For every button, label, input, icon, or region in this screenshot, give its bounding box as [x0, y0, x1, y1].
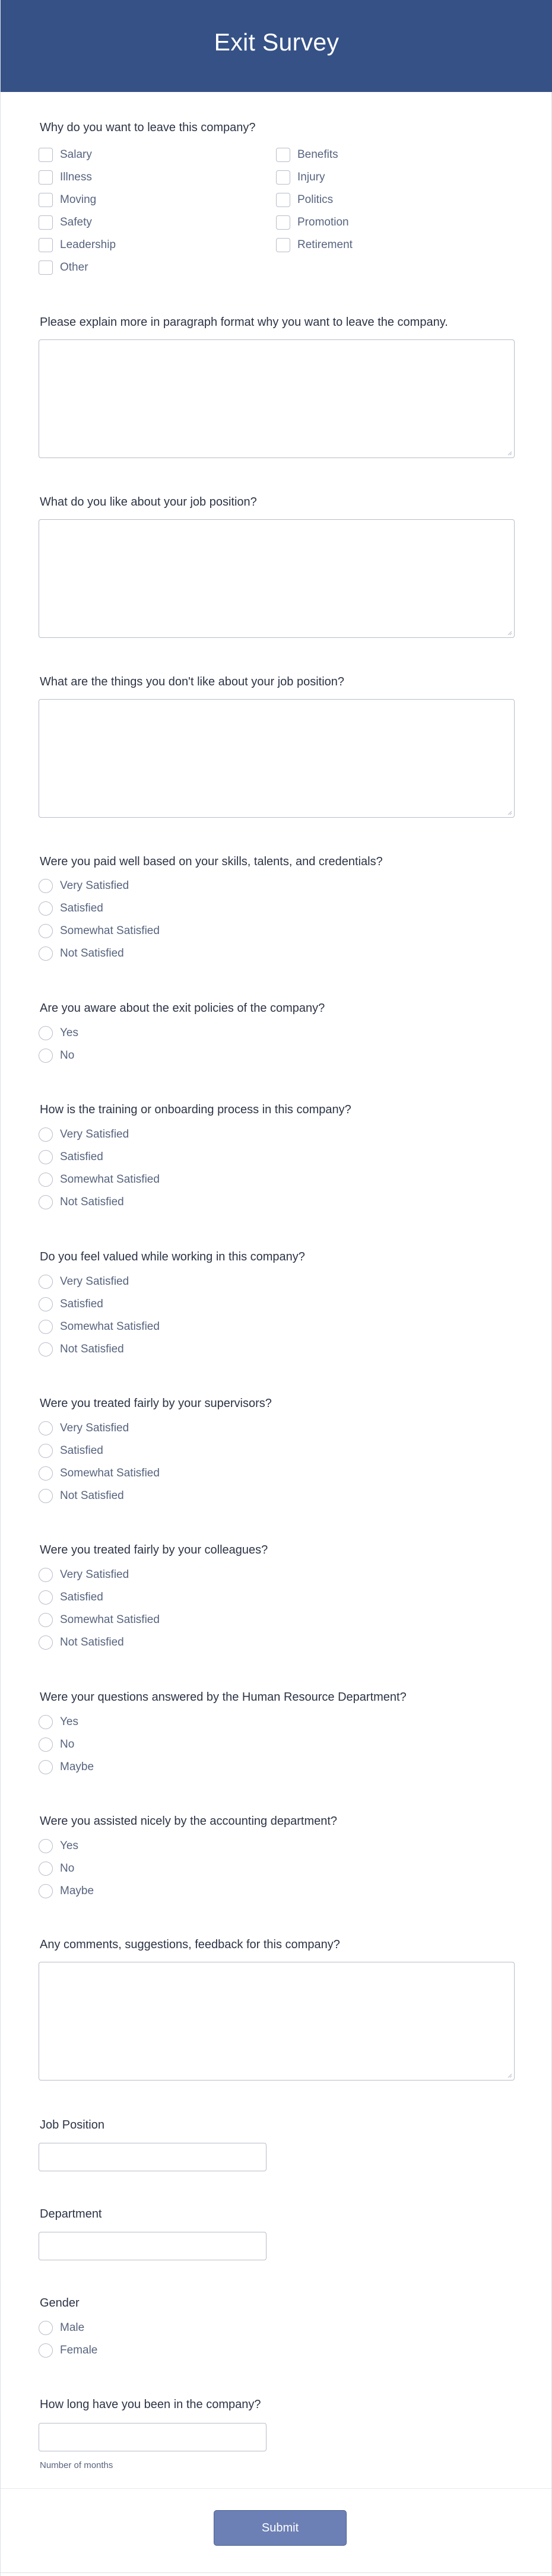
radio-button[interactable] [39, 1590, 53, 1605]
radio-option[interactable]: No [39, 1738, 74, 1752]
submit-button[interactable]: Submit [214, 2510, 347, 2546]
question-paid-well: Were you paid well based on your skills, talents, and credentials? [40, 855, 383, 868]
page-bottom-border [1, 2572, 551, 2573]
explain-leave-textarea[interactable] [39, 339, 515, 458]
radio-button[interactable] [39, 879, 53, 893]
radio-option[interactable]: No [39, 1049, 74, 1063]
form-title: Exit Survey [214, 28, 340, 56]
radio-button[interactable] [39, 1760, 53, 1774]
form-header [1, 0, 552, 92]
like-position-textarea[interactable] [39, 519, 515, 638]
question-valued: Do you feel valued while working in this company? [40, 1250, 305, 1263]
radio-button[interactable] [39, 1444, 53, 1458]
months-input[interactable] [39, 2423, 267, 2451]
radio-option[interactable]: Female [39, 2343, 97, 2358]
radio-button[interactable] [39, 1342, 53, 1357]
radio-option[interactable]: Not Satisfied [39, 1342, 124, 1357]
checkbox-option[interactable]: Illness [39, 170, 92, 185]
radio-button[interactable] [39, 946, 53, 961]
question-department: Department [40, 2207, 102, 2221]
question-accounting: Were you assisted nicely by the accounting department? [40, 1815, 338, 1828]
radio-button[interactable] [39, 2343, 53, 2358]
radio-option[interactable]: Not Satisfied [39, 1635, 124, 1650]
radio-option[interactable]: Somewhat Satisfied [39, 1466, 160, 1481]
radio-option[interactable]: Yes [39, 1839, 78, 1853]
radio-option[interactable]: Yes [39, 1026, 78, 1040]
department-input[interactable] [39, 2232, 267, 2260]
radio-option[interactable]: Very Satisfied [39, 1275, 129, 1289]
radio-button[interactable] [39, 1568, 53, 1582]
checkbox[interactable] [39, 215, 53, 230]
radio-button[interactable] [39, 901, 53, 916]
checkbox[interactable] [276, 170, 290, 185]
checkbox-option[interactable]: Politics [276, 193, 333, 207]
radio-button[interactable] [39, 1613, 53, 1627]
checkbox[interactable] [39, 193, 53, 207]
checkbox-option[interactable]: Leadership [39, 238, 116, 252]
radio-option[interactable]: Very Satisfied [39, 1421, 129, 1435]
radio-button[interactable] [39, 1195, 53, 1209]
checkbox-option[interactable]: Safety [39, 215, 92, 230]
checkbox-option[interactable]: Injury [276, 170, 325, 185]
checkbox[interactable] [39, 148, 53, 162]
radio-option[interactable]: Very Satisfied [39, 879, 129, 893]
radio-button[interactable] [39, 1049, 53, 1063]
checkbox-option[interactable]: Moving [39, 193, 96, 207]
checkbox-option[interactable]: Salary [39, 148, 92, 162]
radio-option[interactable]: Maybe [39, 1760, 94, 1774]
radio-option[interactable]: Somewhat Satisfied [39, 1613, 160, 1627]
question-gender: Gender [40, 2297, 80, 2310]
radio-button[interactable] [39, 1026, 53, 1040]
radio-option[interactable]: Satisfied [39, 1590, 103, 1605]
radio-button[interactable] [39, 1173, 53, 1187]
radio-option[interactable]: Satisfied [39, 1297, 103, 1311]
job-position-input[interactable] [39, 2143, 267, 2171]
radio-option[interactable]: No [39, 1862, 74, 1876]
radio-option[interactable]: Somewhat Satisfied [39, 1173, 160, 1187]
question-supervisors: Were you treated fairly by your supervisors? [40, 1397, 272, 1410]
question-explain-leave: Please explain more in paragraph format why you want to leave the company. [40, 316, 448, 329]
radio-button[interactable] [39, 2321, 53, 2335]
radio-button[interactable] [39, 1738, 53, 1752]
radio-button[interactable] [39, 1150, 53, 1164]
checkbox-option[interactable]: Benefits [276, 148, 338, 162]
radio-option[interactable]: Somewhat Satisfied [39, 924, 160, 938]
radio-button[interactable] [39, 1421, 53, 1435]
question-leave-reasons: Why do you want to leave this company? [40, 121, 256, 134]
radio-button[interactable] [39, 1297, 53, 1311]
question-training: How is the training or onboarding process in this company? [40, 1103, 351, 1116]
checkbox-option[interactable]: Promotion [276, 215, 349, 230]
resize-grip-icon[interactable] [506, 450, 512, 456]
checkbox[interactable] [39, 170, 53, 185]
radio-option[interactable]: Maybe [39, 1884, 94, 1898]
radio-button[interactable] [39, 1275, 53, 1289]
radio-option[interactable]: Not Satisfied [39, 1195, 124, 1209]
radio-button[interactable] [39, 1489, 53, 1503]
comments-textarea[interactable] [39, 1962, 515, 2081]
resize-grip-icon[interactable] [506, 809, 512, 815]
checkbox-option[interactable]: Retirement [276, 238, 353, 252]
months-sublabel: Number of months [40, 2460, 113, 2470]
radio-option[interactable]: Satisfied [39, 1150, 103, 1164]
radio-button[interactable] [39, 1862, 53, 1876]
radio-button[interactable] [39, 1320, 53, 1334]
resize-grip-icon[interactable] [506, 630, 512, 636]
question-dislike-position: What are the things you don't like about your job position? [40, 675, 345, 688]
radio-option[interactable]: Satisfied [39, 1444, 103, 1458]
checkbox[interactable] [39, 238, 53, 252]
question-like-position: What do you like about your job position? [40, 495, 257, 509]
radio-button[interactable] [39, 1884, 53, 1898]
footer-divider [1, 2488, 551, 2489]
radio-option[interactable]: Very Satisfied [39, 1127, 129, 1142]
question-colleagues: Were you treated fairly by your colleagues? [40, 1543, 268, 1557]
radio-button[interactable] [39, 1715, 53, 1729]
radio-option[interactable]: Male [39, 2321, 84, 2335]
checkbox[interactable] [39, 261, 53, 275]
radio-button[interactable] [39, 1127, 53, 1142]
radio-option[interactable]: Somewhat Satisfied [39, 1320, 160, 1334]
question-exit-policies: Are you aware about the exit policies of the company? [40, 1002, 325, 1015]
radio-option[interactable]: Not Satisfied [39, 1489, 124, 1503]
radio-button[interactable] [39, 1466, 53, 1481]
checkbox[interactable] [276, 215, 290, 230]
question-hr-department: Were your questions answered by the Human Resource Department? [40, 1691, 407, 1704]
radio-button[interactable] [39, 1839, 53, 1853]
radio-option[interactable]: Not Satisfied [39, 946, 124, 961]
checkbox-option[interactable]: Other [39, 261, 88, 275]
radio-button[interactable] [39, 1635, 53, 1650]
radio-button[interactable] [39, 924, 53, 938]
question-comments: Any comments, suggestions, feedback for this company? [40, 1938, 340, 1951]
checkbox[interactable] [276, 238, 290, 252]
radio-option[interactable]: Satisfied [39, 901, 103, 916]
checkbox[interactable] [276, 148, 290, 162]
checkbox[interactable] [276, 193, 290, 207]
radio-option[interactable]: Yes [39, 1715, 78, 1729]
dislike-position-textarea[interactable] [39, 699, 515, 818]
radio-option[interactable]: Very Satisfied [39, 1568, 129, 1582]
question-months-employed: How long have you been in the company? [40, 2398, 261, 2411]
question-job-position: Job Position [40, 2118, 104, 2132]
resize-grip-icon[interactable] [506, 2072, 512, 2078]
